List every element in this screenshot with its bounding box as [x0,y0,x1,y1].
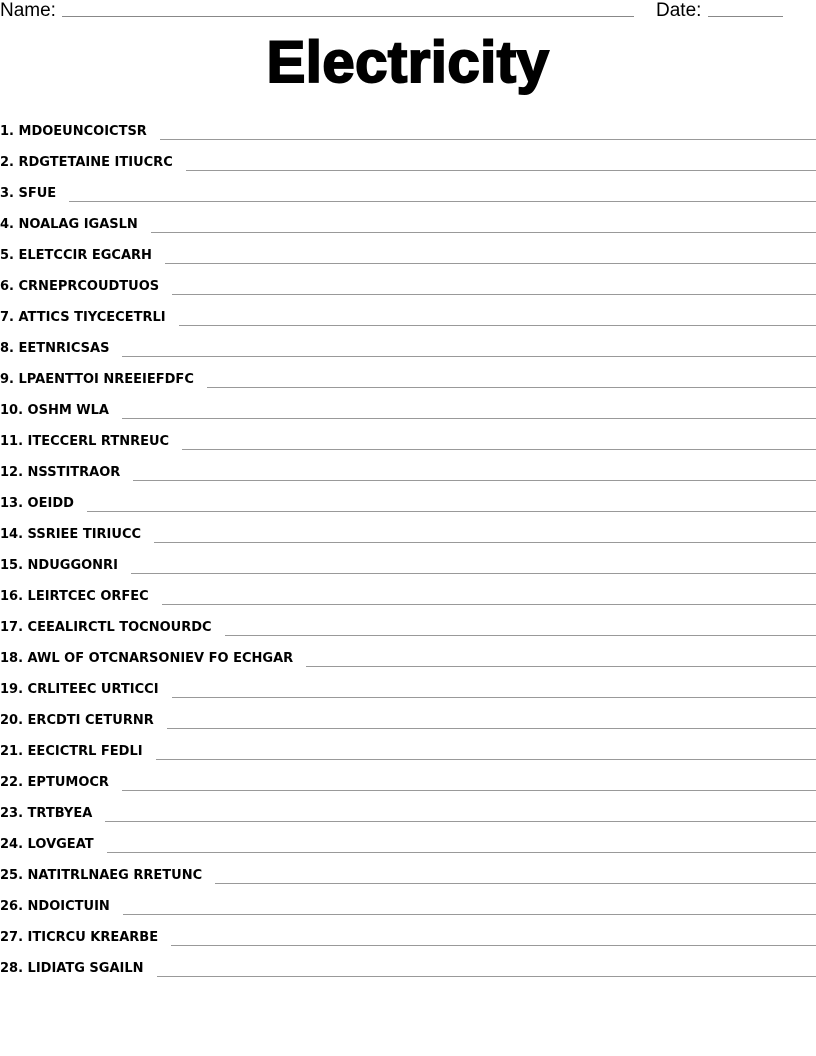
answer-line [172,293,816,295]
scrambled-word: 27. ITICRCU KREARBE [0,930,159,945]
scrambled-word: 18. AWL OF OTCNARSONIEV FO ECHGAR [0,651,294,666]
answer-line [167,727,816,729]
word-row [0,638,816,669]
scrambled-word: 13. OEIDD [0,496,74,511]
header-row [0,0,816,24]
scrambled-word: 7. ATTICS TIYCECETRLI [0,310,166,325]
answer-line [215,882,816,884]
word-row [0,328,816,359]
word-row [0,886,816,917]
word-row [0,545,816,576]
word-row [0,700,816,731]
answer-line [131,572,816,574]
word-row [0,483,816,514]
name-field-line [62,16,634,17]
scrambled-word: 2. RDGTETAINE ITIUCRC [0,155,173,170]
scrambled-word: 11. ITECCERL RTNREUC [0,434,170,449]
scrambled-word: 20. ERCDTI CETURNR [0,713,154,728]
scrambled-word: 19. CRLITEEC URTICCI [0,682,159,697]
answer-line [306,665,816,667]
word-row [0,948,816,979]
answer-line [162,603,816,605]
answer-line [107,851,816,853]
answer-line [133,479,816,481]
scrambled-word: 28. LIDIATG SGAILN [0,961,144,976]
word-row [0,576,816,607]
answer-line [105,820,816,822]
scrambled-word: 16. LEIRTCEC ORFEC [0,589,149,604]
answer-line [123,913,816,915]
word-row [0,793,816,824]
answer-line [182,448,816,450]
scrambled-word: 24. LOVGEAT [0,837,94,852]
scrambled-word: 1. MDOEUNCOICTSR [0,124,147,139]
answer-line [69,200,816,202]
word-row [0,266,816,297]
answer-line [122,355,816,357]
word-row [0,824,816,855]
answer-line [186,169,816,171]
answer-line [172,696,816,698]
scrambled-word: 4. NOALAG IGASLN [0,217,138,232]
word-row [0,421,816,452]
scrambled-word: 25. NATITRLNAEG RRETUNC [0,868,203,883]
scrambled-word: 6. CRNEPRCOUDTUOS [0,279,160,294]
scrambled-word: 21. EECICTRL FEDLI [0,744,143,759]
scrambled-word: 10. OSHM WLA [0,403,109,418]
answer-line [179,324,816,326]
word-row [0,731,816,762]
answer-line [122,789,816,791]
answer-line [171,944,816,946]
word-row [0,173,816,204]
answer-line [160,138,816,140]
word-row [0,452,816,483]
answer-line [165,262,816,264]
word-row [0,297,816,328]
word-row [0,142,816,173]
scrambled-word: 12. NSSTITRAOR [0,465,121,480]
word-row [0,917,816,948]
answer-line [225,634,816,636]
answer-line [122,417,816,419]
word-row [0,204,816,235]
scrambled-word-list [0,111,816,979]
scrambled-word: 9. LPAENTTOI NREEIEFDFC [0,372,194,387]
word-row [0,235,816,266]
word-row [0,762,816,793]
word-row [0,514,816,545]
scrambled-word: 26. NDOICTUIN [0,899,110,914]
answer-line [87,510,816,512]
date-label: Date: [656,0,702,21]
scrambled-word: 14. SSRIEE TIRIUCC [0,527,142,542]
answer-line [154,541,816,543]
name-label: Name: [0,0,56,21]
scrambled-word: 17. CEEALIRCTL TOCNOURDC [0,620,212,635]
page-title: Electricity [266,30,550,95]
scrambled-word: 22. EPTUMOCR [0,775,109,790]
word-row [0,111,816,142]
answer-line [151,231,816,233]
word-row [0,390,816,421]
word-row [0,359,816,390]
answer-line [156,758,816,760]
scrambled-word: 3. SFUE [0,186,57,201]
scrambled-word: 23. TRTBYEA [0,806,93,821]
word-row [0,855,816,886]
word-row [0,607,816,638]
answer-line [157,975,816,977]
scrambled-word: 8. EETNRICSAS [0,341,110,356]
word-row [0,669,816,700]
scrambled-word: 5. ELETCCIR EGCARH [0,248,152,263]
date-field-line [708,16,783,17]
scrambled-word: 15. NDUGGONRI [0,558,118,573]
answer-line [207,386,816,388]
